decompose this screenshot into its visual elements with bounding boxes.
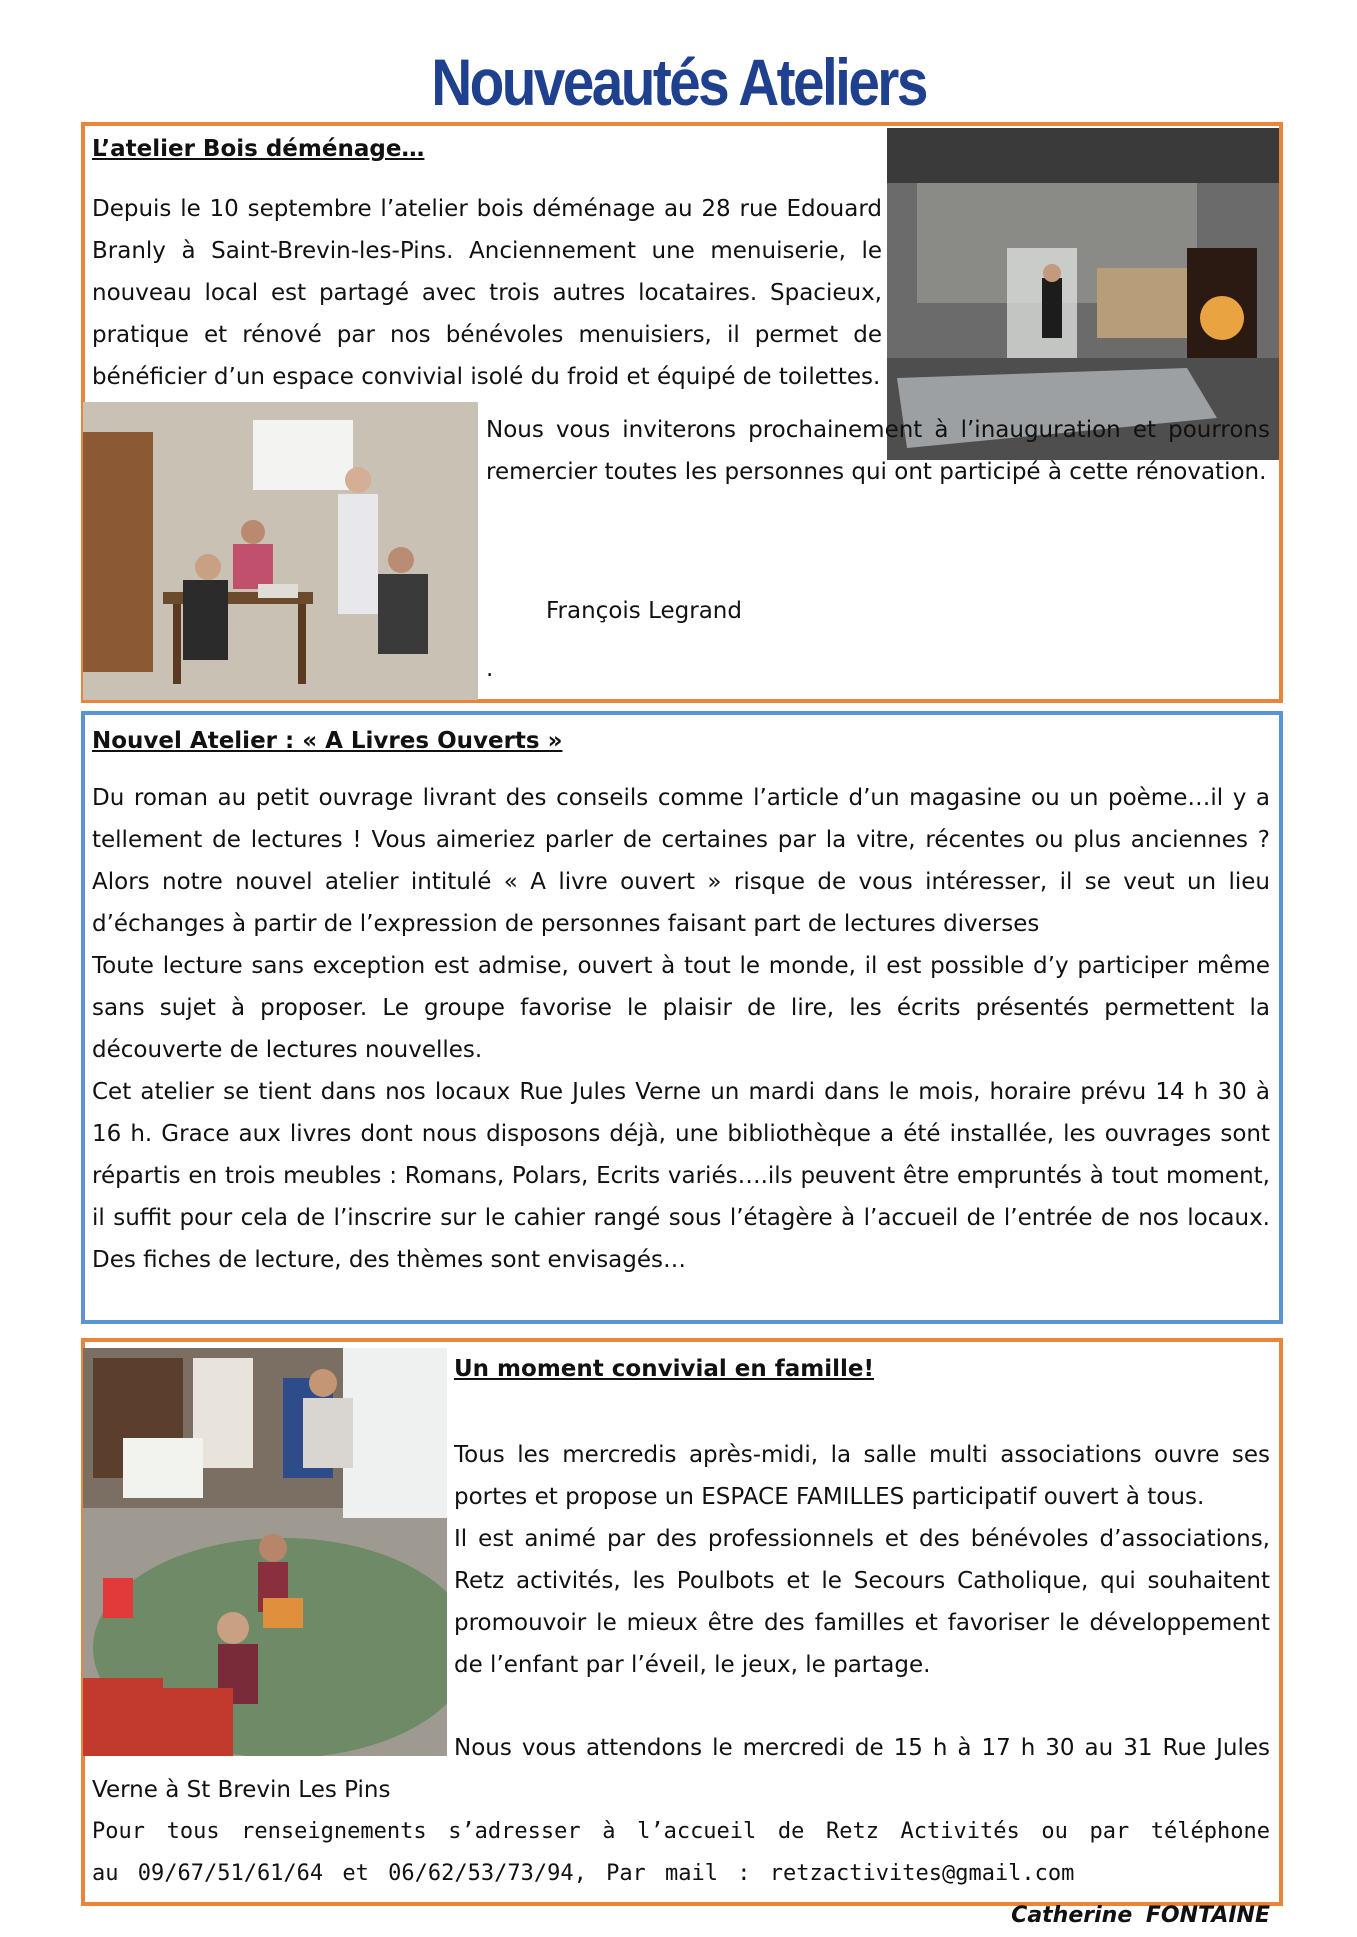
signature: Catherine FONTAINE bbox=[1011, 1903, 1270, 1928]
page-title: Nouveautés Ateliers bbox=[431, 45, 926, 119]
contact-text: Pour tous renseignements s’adresser à l’accueil de Retz Activités ou par téléphone au 09/67/51/61/64 et 06/62/53/73/94, Par mail : retzactivites@gmail.com bbox=[92, 1819, 1270, 1886]
section1-heading: L’atelier Bois déménage… bbox=[92, 136, 425, 162]
section2-heading: Nouvel Atelier : « A Livres Ouverts » bbox=[92, 728, 563, 754]
section1-author: François Legrand bbox=[546, 598, 742, 624]
section1-paragraph2: Nous vous inviterons prochainement à l’inauguration et pourrons remercier toutes les personnes qui ont participé à cette rénovation. bbox=[486, 417, 1270, 485]
volunteers-photo bbox=[83, 402, 478, 700]
section3-paragraph2: Il est animé par des professionnels et des bénévoles d’associations, Retz activités, les Poulbots et le Secours Catholique, qui souhaitent promouvoir le mieux être des familles et favoriser le développement de l’enfant par l’éveil, le jeux, le partage. bbox=[454, 1526, 1270, 1678]
section3-paragraph1: Tous les mercredis après-midi, la salle multi associations ouvre ses portes et propose un ESPACE FAMILLES participatif ouvert à tous. bbox=[454, 1442, 1270, 1510]
section1-paragraph1: Depuis le 10 septembre l’atelier bois déménage au 28 rue Edouard Branly à Saint-Brevin-les-Pins. Anciennement une menuiserie, le nouveau local est partagé avec trois autres locataires. Spacieux, pratique et rénové par nos bénévoles menuisiers, il permet de bénéficier d’un espace convivial isolé du froid et équipé de toilettes. bbox=[92, 196, 882, 390]
section2-paragraph2: Toute lecture sans exception est admise, ouvert à tout le monde, il est possible d’y participer même sans sujet à proposer. Le groupe favorise le plaisir de lire, les écrits présentés permettent la découverte de lectures nouvelles. bbox=[92, 953, 1270, 1063]
section1-stray-dot: . bbox=[486, 656, 494, 682]
section3-heading: Un moment convivial en famille! bbox=[454, 1356, 874, 1382]
section2-paragraph3: Cet atelier se tient dans nos locaux Rue Jules Verne un mardi dans le mois, horaire prévu 14 h 30 à 16 h. Grace aux livres dont nous disposons déjà, une bibliothèque a été installée, les ouvrages sont répartis en trois meubles : Romans, Polars, Ecrits variés….ils peuvent être empruntés à tout moment, il suffit pour cela de l’inscrire sur le cahier rangé sous l’étagère à l’accueil de l’entrée de nos locaux. Des fiches de lecture, des thèmes sont envisagés… bbox=[92, 1079, 1270, 1273]
section3-paragraph3-start: Nous vous attendons le mercredi de 15 h à 17 h 30 au 31 Rue Jules bbox=[454, 1735, 1270, 1761]
section3-contact bbox=[92, 1811, 1270, 1937]
section3-paragraph3-end: Verne à St Brevin Les Pins bbox=[92, 1777, 391, 1803]
section2-paragraph1: Du roman au petit ouvrage livrant des conseils comme l’article d’un magasine ou un poème…il y a tellement de lectures ! Vous aimeriez parler de certaines par la vitre, récentes ou plus anciennes ? Alors notre nouvel atelier intitulé « A livre ouvert » risque de vous intéresser, il se veut un lieu d’échanges à partir de l’expression de personnes faisant part de lectures diverses bbox=[92, 785, 1270, 937]
family-space-photo bbox=[83, 1348, 447, 1756]
